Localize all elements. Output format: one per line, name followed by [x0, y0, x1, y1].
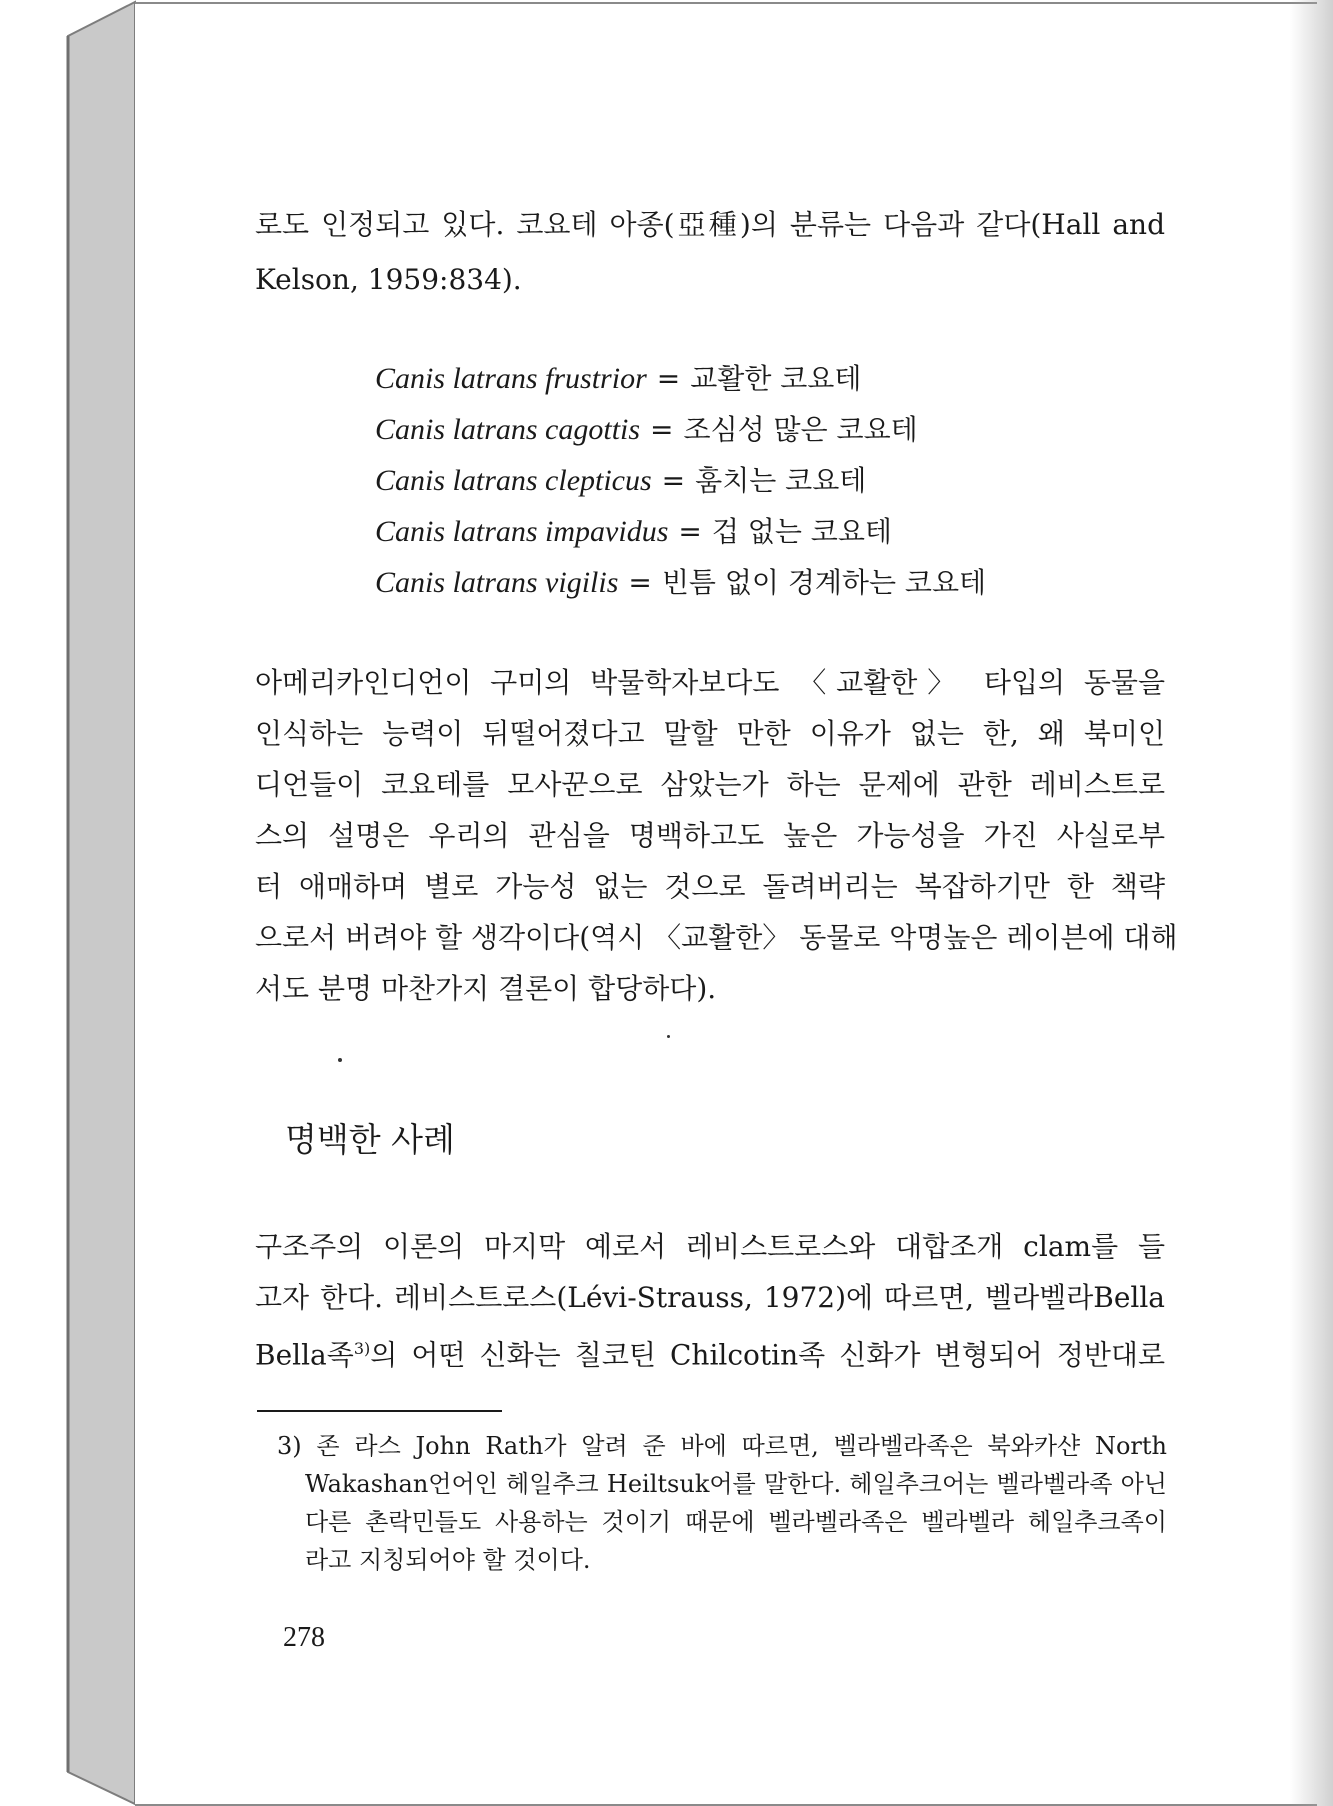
- species-item: [375, 404, 1075, 455]
- equals-sign: =: [656, 362, 681, 395]
- footnote-line: 라고 지칭되어야 할 것이다.: [305, 1546, 591, 1574]
- paragraph-line: 서도 분명 마찬가지 결론이 합당하다).: [255, 972, 717, 1005]
- paragraph-line: 터 애매하며 별로 가능성 없는 것으로 돌려버리는 복잡하기만 한 책략: [255, 870, 1165, 903]
- paragraph-line: 고자 한다. 레비스트로스(Lévi-Strauss, 1972)에 따르면, 벨라벨라Bella: [255, 1281, 1165, 1314]
- korean-name: 겁 없는 코요테: [711, 515, 892, 548]
- equals-sign: =: [628, 566, 652, 599]
- paragraph-line: 로도 인정되고 있다. 코요테 아종(亞種)의 분류는 다음과 같다(Hall and: [255, 208, 1165, 241]
- paragraph-line: 인식하는 능력이 뒤떨어졌다고 말할 만한 이유가 없는 한, 왜 북미인: [255, 717, 1165, 750]
- paragraph-line: 스의 설명은 우리의 관심을 명백하고도 높은 가능성을 가진 사실로부: [255, 819, 1165, 852]
- species-item: [375, 455, 1075, 506]
- equals-sign: =: [650, 413, 674, 446]
- species-item: [375, 353, 1075, 404]
- korean-name: 조심성 많은 코요테: [683, 413, 918, 446]
- footnote-line: 3) 존 라스 John Rath가 알려 준 바에 따르면, 벨라벨라족은 북와카샨 North: [277, 1432, 1167, 1460]
- page-shadow: [1290, 0, 1333, 1806]
- paragraph-line: 으로서 버려야 할 생각이다(역시 〈교활한〉 동물로 악명높은 레이븐에 대해: [255, 921, 1178, 954]
- speck: [338, 1058, 342, 1062]
- paragraph-text: Bella족: [255, 1338, 354, 1372]
- species-item: [375, 506, 1075, 557]
- equals-sign: =: [678, 515, 702, 548]
- scientific-name: Canis latrans vigilis: [375, 566, 619, 599]
- korean-name: 교활한 코요테: [690, 362, 862, 395]
- paragraph-line: Kelson, 1959:834).: [255, 263, 522, 296]
- paragraph-line: 디언들이 코요테를 모사꾼으로 삼았는가 하는 문제에 관한 레비스트로: [255, 768, 1165, 801]
- paragraph-line: 구조주의 이론의 마지막 예로서 레비스트로스와 대합조개 clam를 들: [255, 1230, 1165, 1263]
- scientific-name: Canis latrans cagottis: [375, 413, 641, 446]
- species-item: [375, 557, 1075, 608]
- paragraph-text: 의 어떤 신화는 칠코틴 Chilcotin족 신화가 변형되어 정반대로: [370, 1338, 1165, 1372]
- footnote-line: 다른 촌락민들도 사용하는 것이기 때문에 벨라벨라족은 벨라벨라 헤일추크족이: [305, 1508, 1167, 1536]
- paragraph-line: [255, 1324, 1165, 1380]
- speck: [667, 1035, 670, 1038]
- section-heading: 명백한 사례: [285, 1120, 455, 1159]
- footnote-line: Wakashan언어인 헤일추크 Heiltsuk어를 말한다. 헤일추크어는 벨라벨라족 아닌: [305, 1470, 1167, 1498]
- korean-name: 훔치는 코요테: [695, 464, 867, 497]
- footnote-rule: [257, 1410, 502, 1412]
- species-list: [375, 353, 1075, 608]
- paragraph-line: 아메리카인디언이 구미의 박물학자보다도 〈교활한〉 타입의 동물을: [255, 666, 1165, 699]
- footnote-marker: 3): [353, 1339, 371, 1358]
- scientific-name: Canis latrans impavidus: [375, 515, 669, 548]
- korean-name: 빈틈 없이 경계하는 코요테: [661, 566, 987, 599]
- page-number: 278: [283, 1622, 325, 1653]
- equals-sign: =: [661, 464, 686, 497]
- scientific-name: Canis latrans clepticus: [375, 464, 652, 497]
- scientific-name: Canis latrans frustrior: [375, 362, 647, 395]
